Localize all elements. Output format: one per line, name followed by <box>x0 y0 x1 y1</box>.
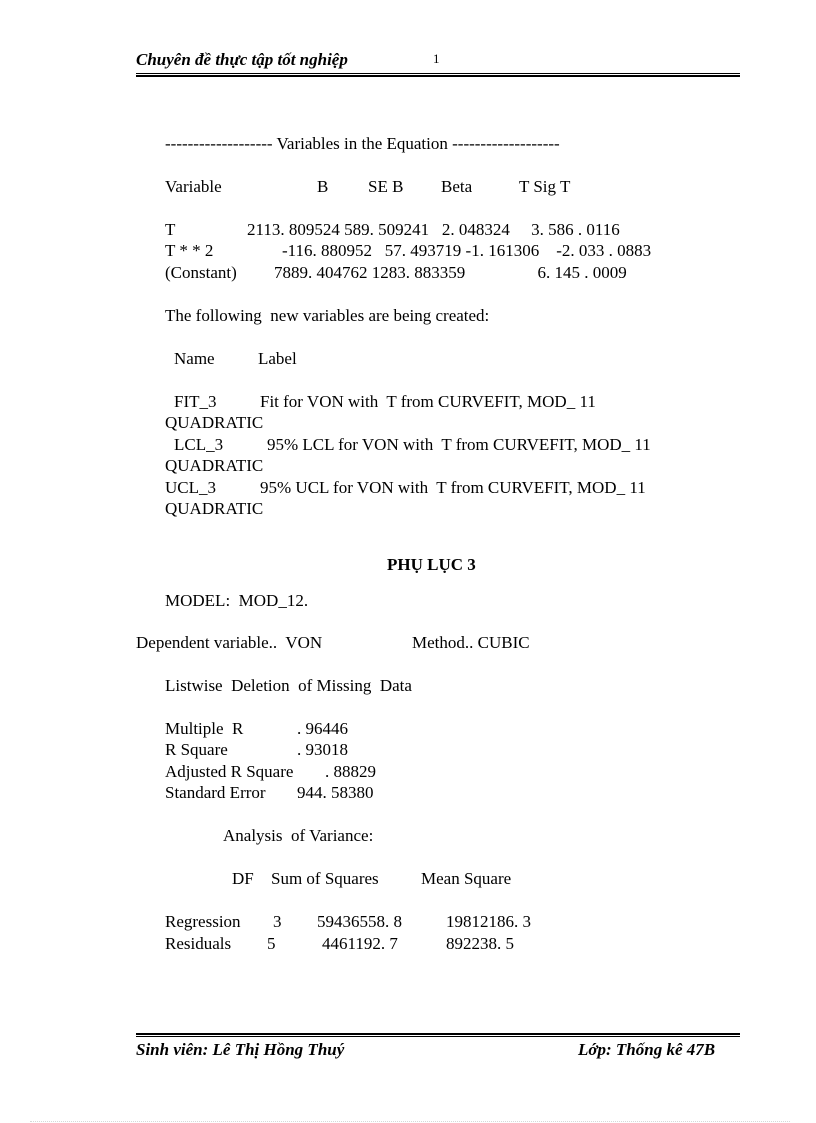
header-rule-thin <box>136 73 740 74</box>
row-values: 7889. 404762 1283. 883359 6. 145 . 0009 <box>274 263 627 282</box>
nv-label: 95% LCL for VON with T from CURVEFIT, MOD_ 11 <box>267 435 651 454</box>
nv-name: LCL_3 <box>174 435 224 454</box>
row-values: -116. 880952 57. 493719 -1. 161306 -2. 033 . 0883 <box>282 241 652 260</box>
row-values: 2113. 809524 589. 509241 2. 048324 3. 586 . 0116 <box>247 220 620 239</box>
header-rule-thick <box>136 75 740 77</box>
nv-col-label: Label <box>258 349 297 368</box>
col-seb: SE B <box>368 177 404 196</box>
anova-row-df: 3 <box>273 912 282 931</box>
col-beta: Beta <box>441 177 473 196</box>
col-tsig: T Sig T <box>519 177 571 196</box>
anova-col-df: DF <box>232 869 254 888</box>
anova-row-ss: 59436558. 8 <box>317 912 402 931</box>
model-line: MODEL: MOD_12. <box>165 591 309 610</box>
nv-cont: QUADRATIC <box>165 499 264 518</box>
anova-title: Analysis of Variance: <box>223 826 374 845</box>
nv-cont: QUADRATIC <box>165 456 264 475</box>
stat-label: Standard Error <box>165 783 266 802</box>
stat-label: Adjusted R Square <box>165 762 294 781</box>
header-title: Chuyên đề thực tập tốt nghiệp <box>136 50 348 69</box>
dependent-variable: Dependent variable.. VON <box>136 633 323 652</box>
nv-label: Fit for VON with T from CURVEFIT, MOD_ 11 <box>260 392 596 411</box>
method: Method.. CUBIC <box>412 633 530 652</box>
nv-name: UCL_3 <box>165 478 216 497</box>
row-name: T * * 2 <box>165 241 214 260</box>
page-number: 1 <box>433 51 440 66</box>
variables-heading: ------------------- Variables in the Equation ------------------- <box>165 134 560 153</box>
anova-row-ms: 19812186. 3 <box>446 912 531 931</box>
footer-rule-thin <box>136 1036 740 1037</box>
stat-value: . 93018 <box>297 740 348 759</box>
stat-label: Multiple R <box>165 719 244 738</box>
nv-name: FIT_3 <box>174 392 217 411</box>
footer-class: Lớp: Thống kê 47B <box>578 1040 716 1059</box>
anova-row-ss: 4461192. 7 <box>322 934 398 953</box>
listwise-deletion: Listwise Deletion of Missing Data <box>165 676 412 695</box>
row-name: (Constant) <box>165 263 237 282</box>
row-name: T <box>165 220 176 239</box>
col-variable: Variable <box>165 177 222 196</box>
stat-label: R Square <box>165 740 228 759</box>
new-vars-intro: The following new variables are being created: <box>165 306 490 325</box>
nv-label: 95% UCL for VON with T from CURVEFIT, MOD_ 11 <box>260 478 646 497</box>
anova-col-ms: Mean Square <box>421 869 512 888</box>
col-b: B <box>317 177 329 196</box>
stat-value: . 96446 <box>297 719 348 738</box>
anova-row-df: 5 <box>267 934 276 953</box>
anova-row-label: Residuals <box>165 934 232 953</box>
anova-row-ms: 892238. 5 <box>446 934 514 953</box>
anova-row-label: Regression <box>165 912 241 931</box>
page-edge-divider <box>30 1121 790 1122</box>
footer-rule-thick <box>136 1033 740 1035</box>
footer-student: Sinh viên: Lê Thị Hồng Thuý <box>136 1040 345 1059</box>
nv-col-name: Name <box>174 349 215 368</box>
anova-col-ss: Sum of Squares <box>271 869 379 888</box>
stat-value: . 88829 <box>325 762 376 781</box>
nv-cont: QUADRATIC <box>165 413 264 432</box>
stat-value: 944. 58380 <box>297 783 374 802</box>
appendix-title: PHỤ LỤC 3 <box>387 555 476 574</box>
